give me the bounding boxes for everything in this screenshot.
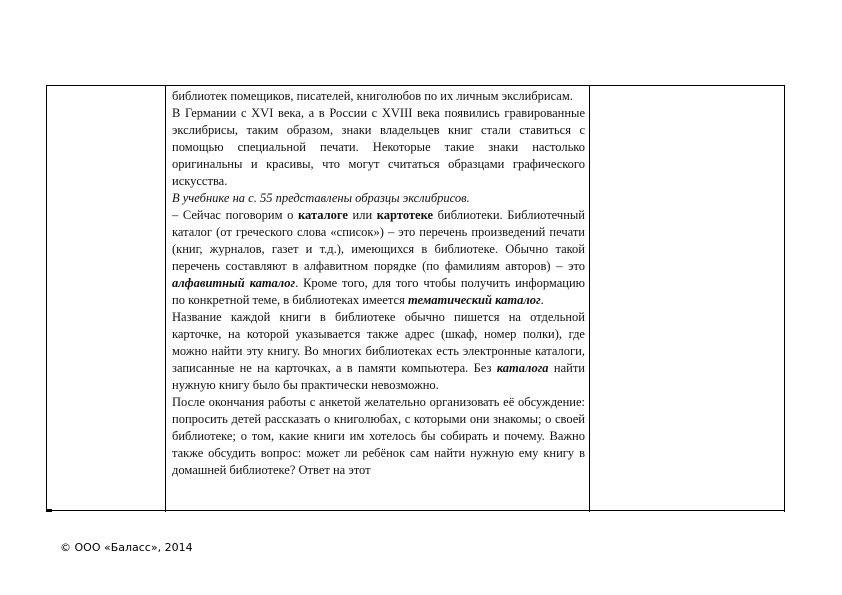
paragraph-3-italic: В учебнике на с. 55 представлены образцы экслибрисов. <box>172 191 470 205</box>
paragraph-6: После окончания работы с анкетой желательно организовать её обсуждение: попросить детей рассказать о книголюбах, с которыми они знакомы; о своей библиотеке; о том, какие книги им хотелось бы собирать и почему. Важно также обсудить вопрос: может ли ребёнок сам найти нужную ему книгу в домашней библиотеке? Ответ на этот <box>172 395 585 477</box>
table-bottom-border <box>46 510 785 511</box>
table-column-content <box>166 86 590 512</box>
p5-text-c: найти нужную книгу было бы практически невозможно. <box>172 361 585 392</box>
term-alphabetic-catalog: алфавитный каталог <box>172 276 296 290</box>
paragraph-1: библиотек помещиков, писателей, книголюбов по их личным экслибрисам. <box>172 89 573 103</box>
paragraph-4 <box>172 207 585 309</box>
table-column-left <box>46 86 166 512</box>
p4-text-i: . <box>540 293 544 307</box>
p5-text-a: Название каждой книги в библиотеке обычно пишется на отдельной карточке, на которой указывается также адрес (шкаф, номер полки), где можно найти эту книгу. Во многих библиотеках есть электронные каталоги, записанные не на карточках, а в памяти компьютера. Без <box>172 310 585 375</box>
lesson-text <box>172 88 585 479</box>
copyright-footer: © ООО «Баласс», 2014 <box>60 541 193 554</box>
table-corner-mark <box>46 509 52 512</box>
term-katalog-2: каталога <box>496 361 549 375</box>
term-kartoteka: картотеке <box>376 208 434 222</box>
paragraph-5 <box>172 309 585 394</box>
term-katalog: каталоге <box>298 208 348 222</box>
lesson-table <box>46 85 785 511</box>
p4-text-a: – Сейчас поговорим о <box>172 208 299 222</box>
term-thematic-catalog: тематический каталог <box>407 293 541 307</box>
p4-text-c: или <box>347 208 377 222</box>
table-column-right <box>590 86 785 512</box>
p4-text-g: . Кроме того, для того чтобы получить информацию по конкретной теме, в библиотеках имеется <box>172 276 585 307</box>
p4-text-e: библиотеки. Библиотечный каталог (от греческого слова «список») – это перечень произведений печати (книг, журналов, газет и т.д.), имеющихся в библиотеке. Обычно такой перечень составляют в алфавитном порядке (по фамилиям авторов) – это <box>172 208 585 273</box>
paragraph-2: В Германии с XVI века, а в России с XVIII века появились гравированные экслибрисы, таким образом, знаки владельцев книг стали ставиться с помощью специальной печати. Некоторые такие знаки настолько оригинальны и красивы, что могут считаться образцами графического искусства. <box>172 106 585 188</box>
